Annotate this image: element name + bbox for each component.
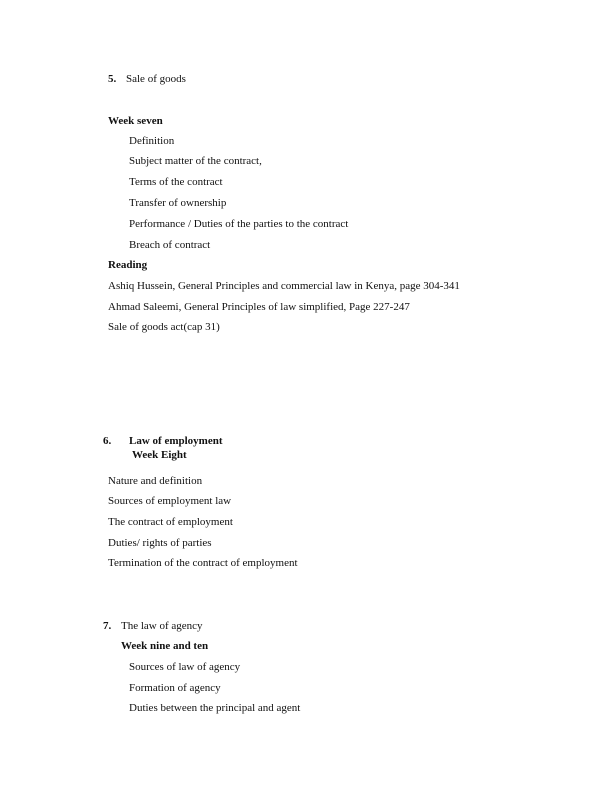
reading-item: Ahmad Saleemi, General Principles of law simplified, Page 227-247 xyxy=(108,301,410,313)
week-heading: Week Eight xyxy=(132,449,187,461)
topic-item: Terms of the contract xyxy=(129,176,223,188)
topic-item: Transfer of ownership xyxy=(129,197,227,209)
reading-item: Sale of goods act(cap 31) xyxy=(108,321,220,333)
week-heading: Week nine and ten xyxy=(121,640,209,652)
topic-item: Breach of contract xyxy=(129,239,211,251)
section-title: Sale of goods xyxy=(126,73,186,85)
topic-item: Sources of law of agency xyxy=(129,661,241,673)
topic-item: Formation of agency xyxy=(129,682,221,694)
section-number: 5. xyxy=(108,73,117,85)
topic-item: Termination of the contract of employment xyxy=(108,557,298,569)
section-title: Law of employment xyxy=(129,435,223,447)
reading-heading: Reading xyxy=(108,259,148,271)
topic-item: The contract of employment xyxy=(108,516,233,528)
reading-item: Ashiq Hussein, General Principles and commercial law in Kenya, page 304-341 xyxy=(108,280,460,292)
section-title: The law of agency xyxy=(121,620,203,632)
topic-item: Sources of employment law xyxy=(108,495,232,507)
topic-item: Duties/ rights of parties xyxy=(108,537,212,549)
section-number: 6. xyxy=(103,435,112,447)
topic-item: Duties between the principal and agent xyxy=(129,702,301,714)
topic-item: Definition xyxy=(129,135,175,147)
topic-item: Subject matter of the contract, xyxy=(129,155,262,167)
section-number: 7. xyxy=(103,620,112,632)
week-heading: Week seven xyxy=(108,115,163,127)
topic-item: Performance / Duties of the parties to the contract xyxy=(129,218,349,230)
topic-item: Nature and definition xyxy=(108,475,203,487)
